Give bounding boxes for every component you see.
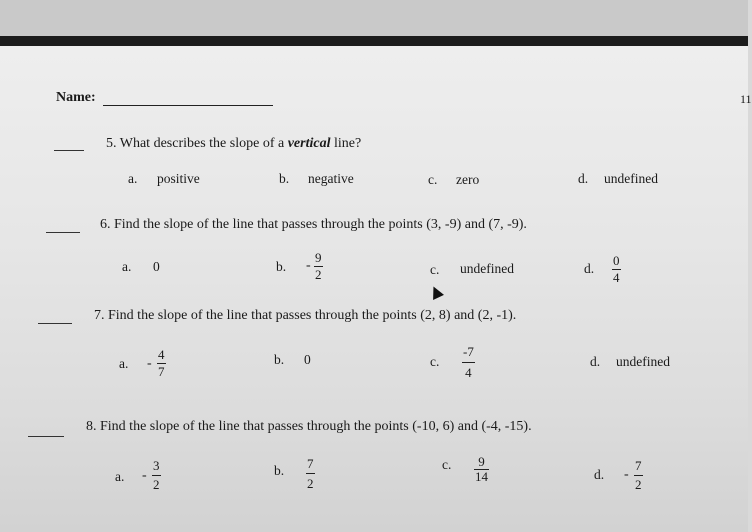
q7-option-a[interactable] — [157, 348, 166, 379]
q7-option-c-denominator: 4 — [465, 365, 472, 380]
clipboard-edge — [0, 36, 748, 46]
q7-option-b-letter: b. — [274, 352, 285, 367]
q8-option-c[interactable] — [474, 456, 489, 483]
q8-option-d-letter: d. — [594, 467, 605, 482]
question-5-number: 5. — [106, 136, 117, 151]
q8-option-d-sign: - — [624, 467, 629, 482]
q5-option-b[interactable]: negative — [308, 171, 354, 186]
fraction-bar — [634, 475, 643, 476]
question-7-stem: 7. Find the slope of the line that passes through the points (2, 8) and (2, -1). — [94, 308, 517, 323]
q7-option-a-sign: - — [147, 356, 152, 371]
name-label: Name: — [56, 90, 96, 105]
fraction-bar — [152, 475, 161, 476]
background-surface — [0, 0, 748, 36]
q8-option-d-denominator: 2 — [635, 477, 642, 492]
q8-option-b-numerator: 7 — [307, 456, 314, 471]
q8-option-b-denominator: 2 — [307, 476, 314, 491]
question-8-stem: 8. Find the slope of the line that passes through the points (-10, 6) and (-4, -15). — [86, 419, 532, 434]
q6-option-d-denominator: 4 — [613, 270, 620, 285]
question-5-emphasis: vertical — [287, 136, 331, 151]
q6-option-b[interactable] — [314, 251, 323, 282]
question-5-stem — [106, 136, 361, 152]
q7-option-a-letter: a. — [119, 356, 129, 371]
q7-option-d[interactable]: undefined — [616, 354, 670, 369]
q8-option-a[interactable] — [152, 458, 161, 493]
q7-option-c[interactable] — [462, 343, 475, 382]
q8-option-a-sign: - — [142, 468, 147, 483]
name-field[interactable] — [103, 105, 273, 106]
q8-option-c-denominator: 14 — [475, 469, 488, 484]
q7-option-c-letter: c. — [430, 354, 440, 369]
q8-option-b[interactable] — [306, 455, 315, 492]
q6-option-d[interactable] — [612, 254, 621, 285]
fraction-bar — [462, 362, 475, 363]
q6-option-d-letter: d. — [584, 261, 595, 276]
q5-option-d-letter: d. — [578, 171, 589, 186]
edge-text: 11 — [740, 92, 752, 106]
q8-option-d-numerator: 7 — [635, 458, 642, 473]
q7-option-a-denominator: 7 — [158, 364, 165, 379]
fraction-bar — [306, 473, 315, 474]
q5-option-b-letter: b. — [279, 171, 290, 186]
answer-blank-q5[interactable] — [54, 150, 84, 151]
q5-option-c-letter: c. — [428, 172, 438, 187]
q8-option-c-numerator: 9 — [478, 454, 485, 469]
q6-option-a-letter: a. — [122, 259, 132, 274]
q6-option-a[interactable]: 0 — [153, 259, 160, 274]
q5-option-a-letter: a. — [128, 171, 138, 186]
q6-option-c[interactable]: undefined — [460, 261, 514, 276]
q6-option-d-numerator: 0 — [613, 253, 620, 268]
q6-option-b-letter: b. — [276, 259, 287, 274]
answer-blank-q8[interactable] — [28, 436, 64, 437]
q8-option-c-letter: c. — [442, 457, 452, 472]
answer-blank-q7[interactable] — [38, 323, 72, 324]
q7-option-d-letter: d. — [590, 354, 601, 369]
answer-blank-q6[interactable] — [46, 232, 80, 233]
q8-option-a-numerator: 3 — [153, 458, 160, 473]
q6-option-c-letter: c. — [430, 262, 440, 277]
q6-option-b-numerator: 9 — [315, 250, 322, 265]
question-5-text-b: line? — [333, 136, 362, 151]
q5-option-a[interactable]: positive — [157, 171, 200, 186]
question-6-stem: 6. Find the slope of the line that passes through the points (3, -9) and (7, -9). — [100, 217, 527, 232]
q7-option-a-numerator: 4 — [158, 347, 165, 362]
q8-option-a-denominator: 2 — [153, 477, 160, 492]
q7-option-b[interactable]: 0 — [304, 352, 311, 367]
q8-option-a-letter: a. — [115, 469, 125, 484]
q7-option-c-numerator: -7 — [463, 344, 474, 359]
question-5-text-a: What describes the slope of a — [119, 136, 285, 151]
q8-option-d[interactable] — [634, 458, 643, 493]
q8-option-b-letter: b. — [274, 463, 285, 478]
q6-option-b-denominator: 2 — [315, 267, 322, 282]
q5-option-d[interactable]: undefined — [604, 171, 658, 186]
q5-option-c[interactable]: zero — [456, 172, 480, 187]
q6-option-b-sign: - — [306, 258, 311, 273]
